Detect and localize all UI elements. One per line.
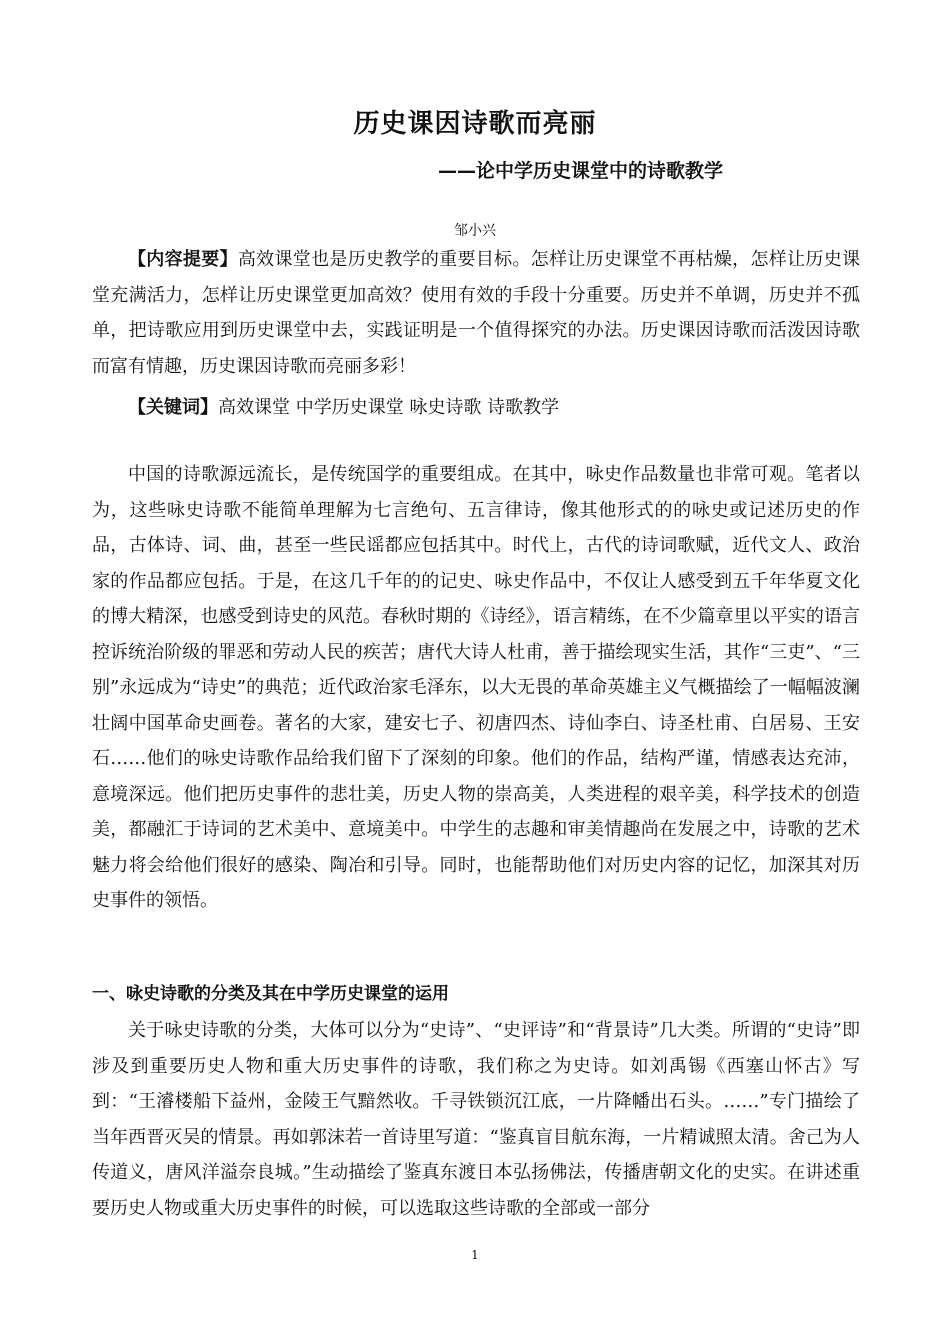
author-name: 邹小兴 (454, 223, 496, 239)
keywords-paragraph (92, 390, 860, 426)
abstract-label: 【内容提要】 (128, 249, 238, 270)
abstract-text: 高效课堂也是历史教学的重要目标。怎样让历史课堂不再枯燥，怎样让历史课堂充满活力，怎样让历史课堂更加高效？使用有效的手段十分重要。历史并不单调，历史并不孤单，把诗歌应用到历史课堂中去，实践证明是一个值得探究的办法。历史课因诗歌而活泼因诗歌而富有情趣，历史课因诗歌而亮丽多彩！ (92, 249, 861, 377)
intro-paragraph: 中国的诗歌源远流长，是传统国学的重要组成。在其中，咏史作品数量也非常可观。笔者以为，这些咏史诗歌不能简单理解为七言绝句、五言律诗，像其他形式的的咏史或记述历史的作品，古体诗、词、曲，甚至一些民谣都应包括其中。时代上，古代的诗词歌赋，近代文人、政治家的作品都应包括。于是，在这几千年的的记史、咏史作品中，不仅让人感受到五千年华夏文化的博大精深，也感受到诗史的风范。春秋时期的《诗经》，语言精练，在不少篇章里以平实的语言控诉统治阶级的罪恶和劳动人民的疾苦；唐代大诗人杜甫，善于描绘现实生活，其作“三吏”、“三别”永远成为“诗史”的典范；近代政治家毛泽东，以大无畏的革命英雄主义气概描绘了一幅幅波澜壮阔中国革命史画卷。著名的大家，建安七子、初唐四杰、诗仙李白、诗圣杜甫、白居易、王安石……他们的咏史诗歌作品给我们留下了深刻的印象。他们的作品，结构严谨，情感表达充沛，意境深远。他们把历史事件的悲壮美，历史人物的崇高美，人类进程的艰辛美，科学技术的创造美，都融汇于诗词的艺术美中、意境美中。中学生的志趣和审美情趣尚在发展之中，诗歌的艺术魅力将会给他们很好的感染、陶冶和引导。同时，也能帮助他们对历史内容的记忆，加深其对历史事件的领悟。 (92, 464, 860, 911)
page-number: 1 (471, 1248, 479, 1262)
document-title: 历史课因诗歌而亮丽 (353, 109, 597, 139)
keywords-text: 高效课堂 中学历史课堂 咏史诗歌 诗歌教学 (218, 397, 560, 418)
section-paragraph: 关于咏史诗歌的分类，大体可以分为“史诗”、“史评诗”和“背景诗”几大类。所谓的“史诗”即涉及到重要历史人物和重大历史事件的诗歌，我们称之为史诗。如刘禹锡《西塞山怀古》写到：“王濬楼船下益州，金陵王气黯然收。千寻铁锁沉江底，一片降幡出石头。……”专门描绘了当年西晋灭吴的情景。再如郭沫若一首诗里写道：“鉴真盲目航东海，一片精诚照太清。舍己为人传道义，唐风洋溢奈良城。”生动描绘了鉴真东渡日本弘扬佛法，传播唐朝文化的史实。在讲述重要历史人物或重大历史事件的时候，可以选取这些诗歌的全部或一部分 (92, 1020, 860, 1219)
keywords-label: 【关键词】 (128, 397, 218, 418)
document-subtitle: ——论中学历史课堂中的诗歌教学 (438, 160, 724, 182)
abstract-paragraph (92, 242, 860, 384)
section-heading: 一、咏史诗歌的分类及其在中学历史课堂的运用 (92, 984, 449, 1004)
